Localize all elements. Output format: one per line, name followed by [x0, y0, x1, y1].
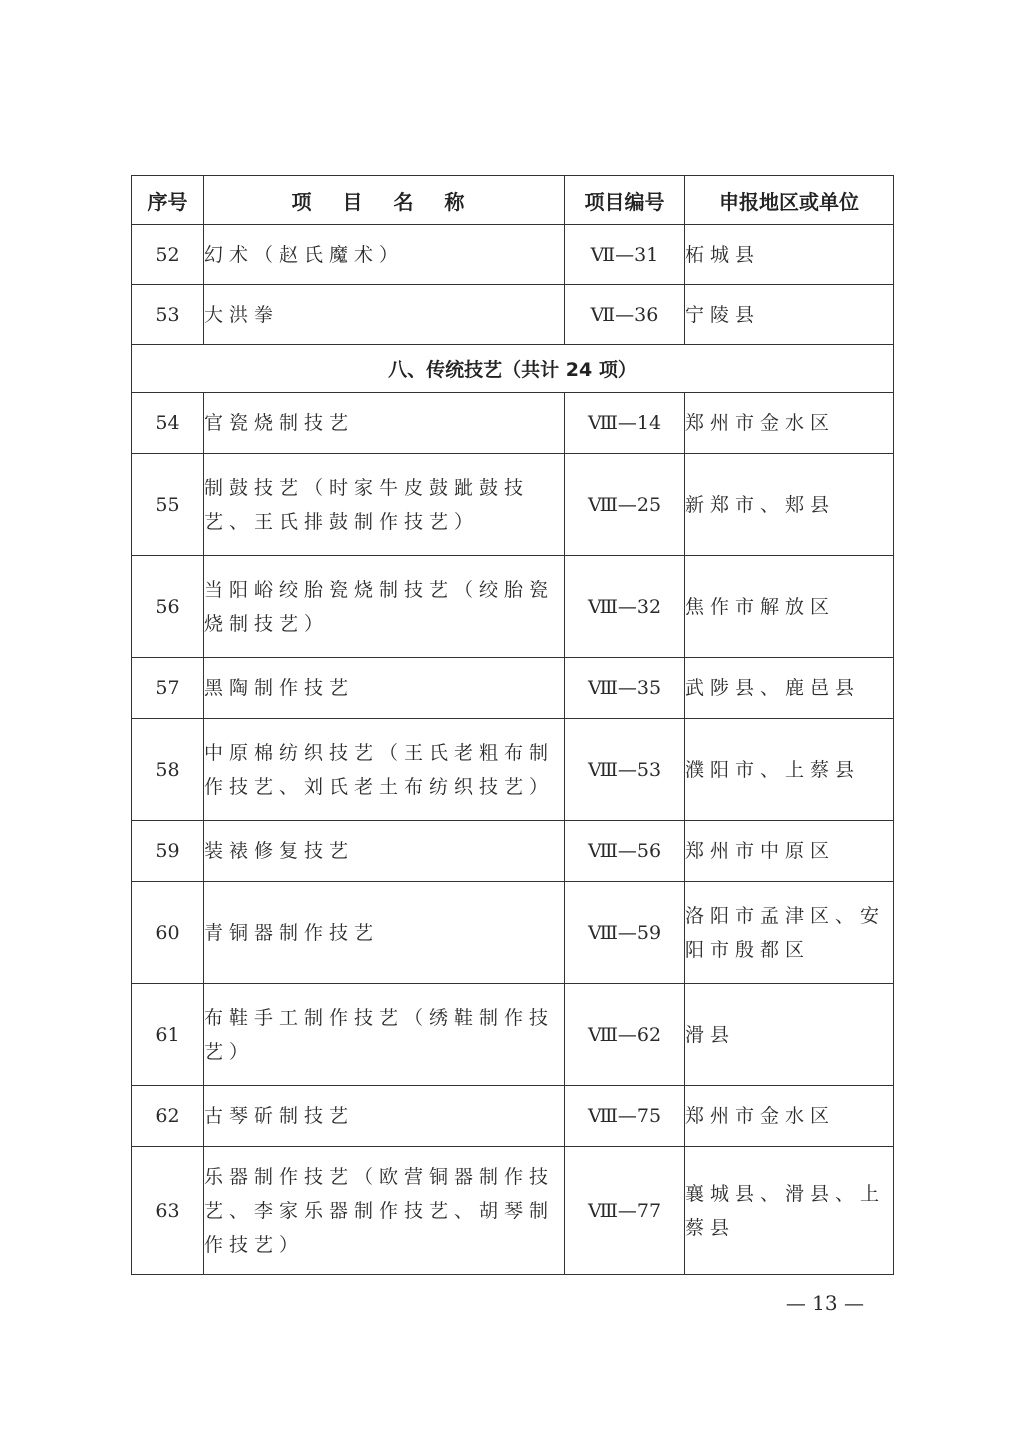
section-row	[132, 345, 894, 393]
row-number: 60	[132, 882, 204, 984]
row-number: 62	[132, 1086, 204, 1147]
region: 滑县	[685, 984, 894, 1086]
row-number: 63	[132, 1147, 204, 1275]
region: 濮阳市、上蔡县	[685, 719, 894, 821]
project-code: Ⅷ—14	[565, 393, 685, 454]
project-name: 青铜器制作技艺	[204, 882, 565, 984]
project-code: Ⅷ—35	[565, 658, 685, 719]
table-header-row	[132, 176, 894, 225]
header-seq: 序号	[132, 176, 204, 225]
row-number: 57	[132, 658, 204, 719]
page-number: — 13 —	[785, 1291, 864, 1315]
row-number: 59	[132, 821, 204, 882]
table-row	[132, 225, 894, 285]
project-name: 装裱修复技艺	[204, 821, 565, 882]
project-name: 制鼓技艺（时家牛皮鼓跐鼓技艺、王氏排鼓制作技艺）	[204, 454, 565, 556]
project-name: 乐器制作技艺（欧营铜器制作技艺、李家乐器制作技艺、胡琴制作技艺）	[204, 1147, 565, 1275]
region: 柘城县	[685, 225, 894, 285]
region: 武陟县、鹿邑县	[685, 658, 894, 719]
row-number: 53	[132, 285, 204, 345]
region: 焦作市解放区	[685, 556, 894, 658]
region: 襄城县、滑县、上蔡县	[685, 1147, 894, 1275]
table-row	[132, 882, 894, 984]
table-row	[132, 393, 894, 454]
section-title: 八、传统技艺（共计 24 项）	[132, 345, 894, 393]
project-name: 大洪拳	[204, 285, 565, 345]
project-code: Ⅷ—32	[565, 556, 685, 658]
project-code: Ⅷ—56	[565, 821, 685, 882]
project-code: Ⅷ—75	[565, 1086, 685, 1147]
project-code: Ⅶ—31	[565, 225, 685, 285]
table-row	[132, 285, 894, 345]
row-number: 58	[132, 719, 204, 821]
region: 宁陵县	[685, 285, 894, 345]
project-name: 中原棉纺织技艺（王氏老粗布制作技艺、刘氏老土布纺织技艺）	[204, 719, 565, 821]
project-code: Ⅶ—36	[565, 285, 685, 345]
table-row	[132, 658, 894, 719]
project-code: Ⅷ—25	[565, 454, 685, 556]
table-row	[132, 454, 894, 556]
region: 郑州市金水区	[685, 393, 894, 454]
row-number: 56	[132, 556, 204, 658]
project-name: 当阳峪绞胎瓷烧制技艺（绞胎瓷烧制技艺）	[204, 556, 565, 658]
table-row	[132, 821, 894, 882]
row-number: 54	[132, 393, 204, 454]
table-row	[132, 984, 894, 1086]
region: 郑州市中原区	[685, 821, 894, 882]
heritage-project-table	[131, 175, 894, 1275]
header-project-code: 项目编号	[565, 176, 685, 225]
project-name: 幻术（赵氏魔术）	[204, 225, 565, 285]
header-project-name: 项 目 名 称	[204, 176, 565, 225]
project-name: 布鞋手工制作技艺（绣鞋制作技艺）	[204, 984, 565, 1086]
project-code: Ⅷ—59	[565, 882, 685, 984]
row-number: 52	[132, 225, 204, 285]
project-name: 古琴斫制技艺	[204, 1086, 565, 1147]
table-row	[132, 1147, 894, 1275]
table-row	[132, 556, 894, 658]
project-code: Ⅷ—53	[565, 719, 685, 821]
row-number: 61	[132, 984, 204, 1086]
region: 新郑市、郏县	[685, 454, 894, 556]
region: 洛阳市孟津区、安阳市殷都区	[685, 882, 894, 984]
project-name: 黑陶制作技艺	[204, 658, 565, 719]
project-code: Ⅷ—62	[565, 984, 685, 1086]
table-row	[132, 719, 894, 821]
region: 郑州市金水区	[685, 1086, 894, 1147]
project-name: 官瓷烧制技艺	[204, 393, 565, 454]
table-row	[132, 1086, 894, 1147]
project-code: Ⅷ—77	[565, 1147, 685, 1275]
row-number: 55	[132, 454, 204, 556]
header-region: 申报地区或单位	[685, 176, 894, 225]
